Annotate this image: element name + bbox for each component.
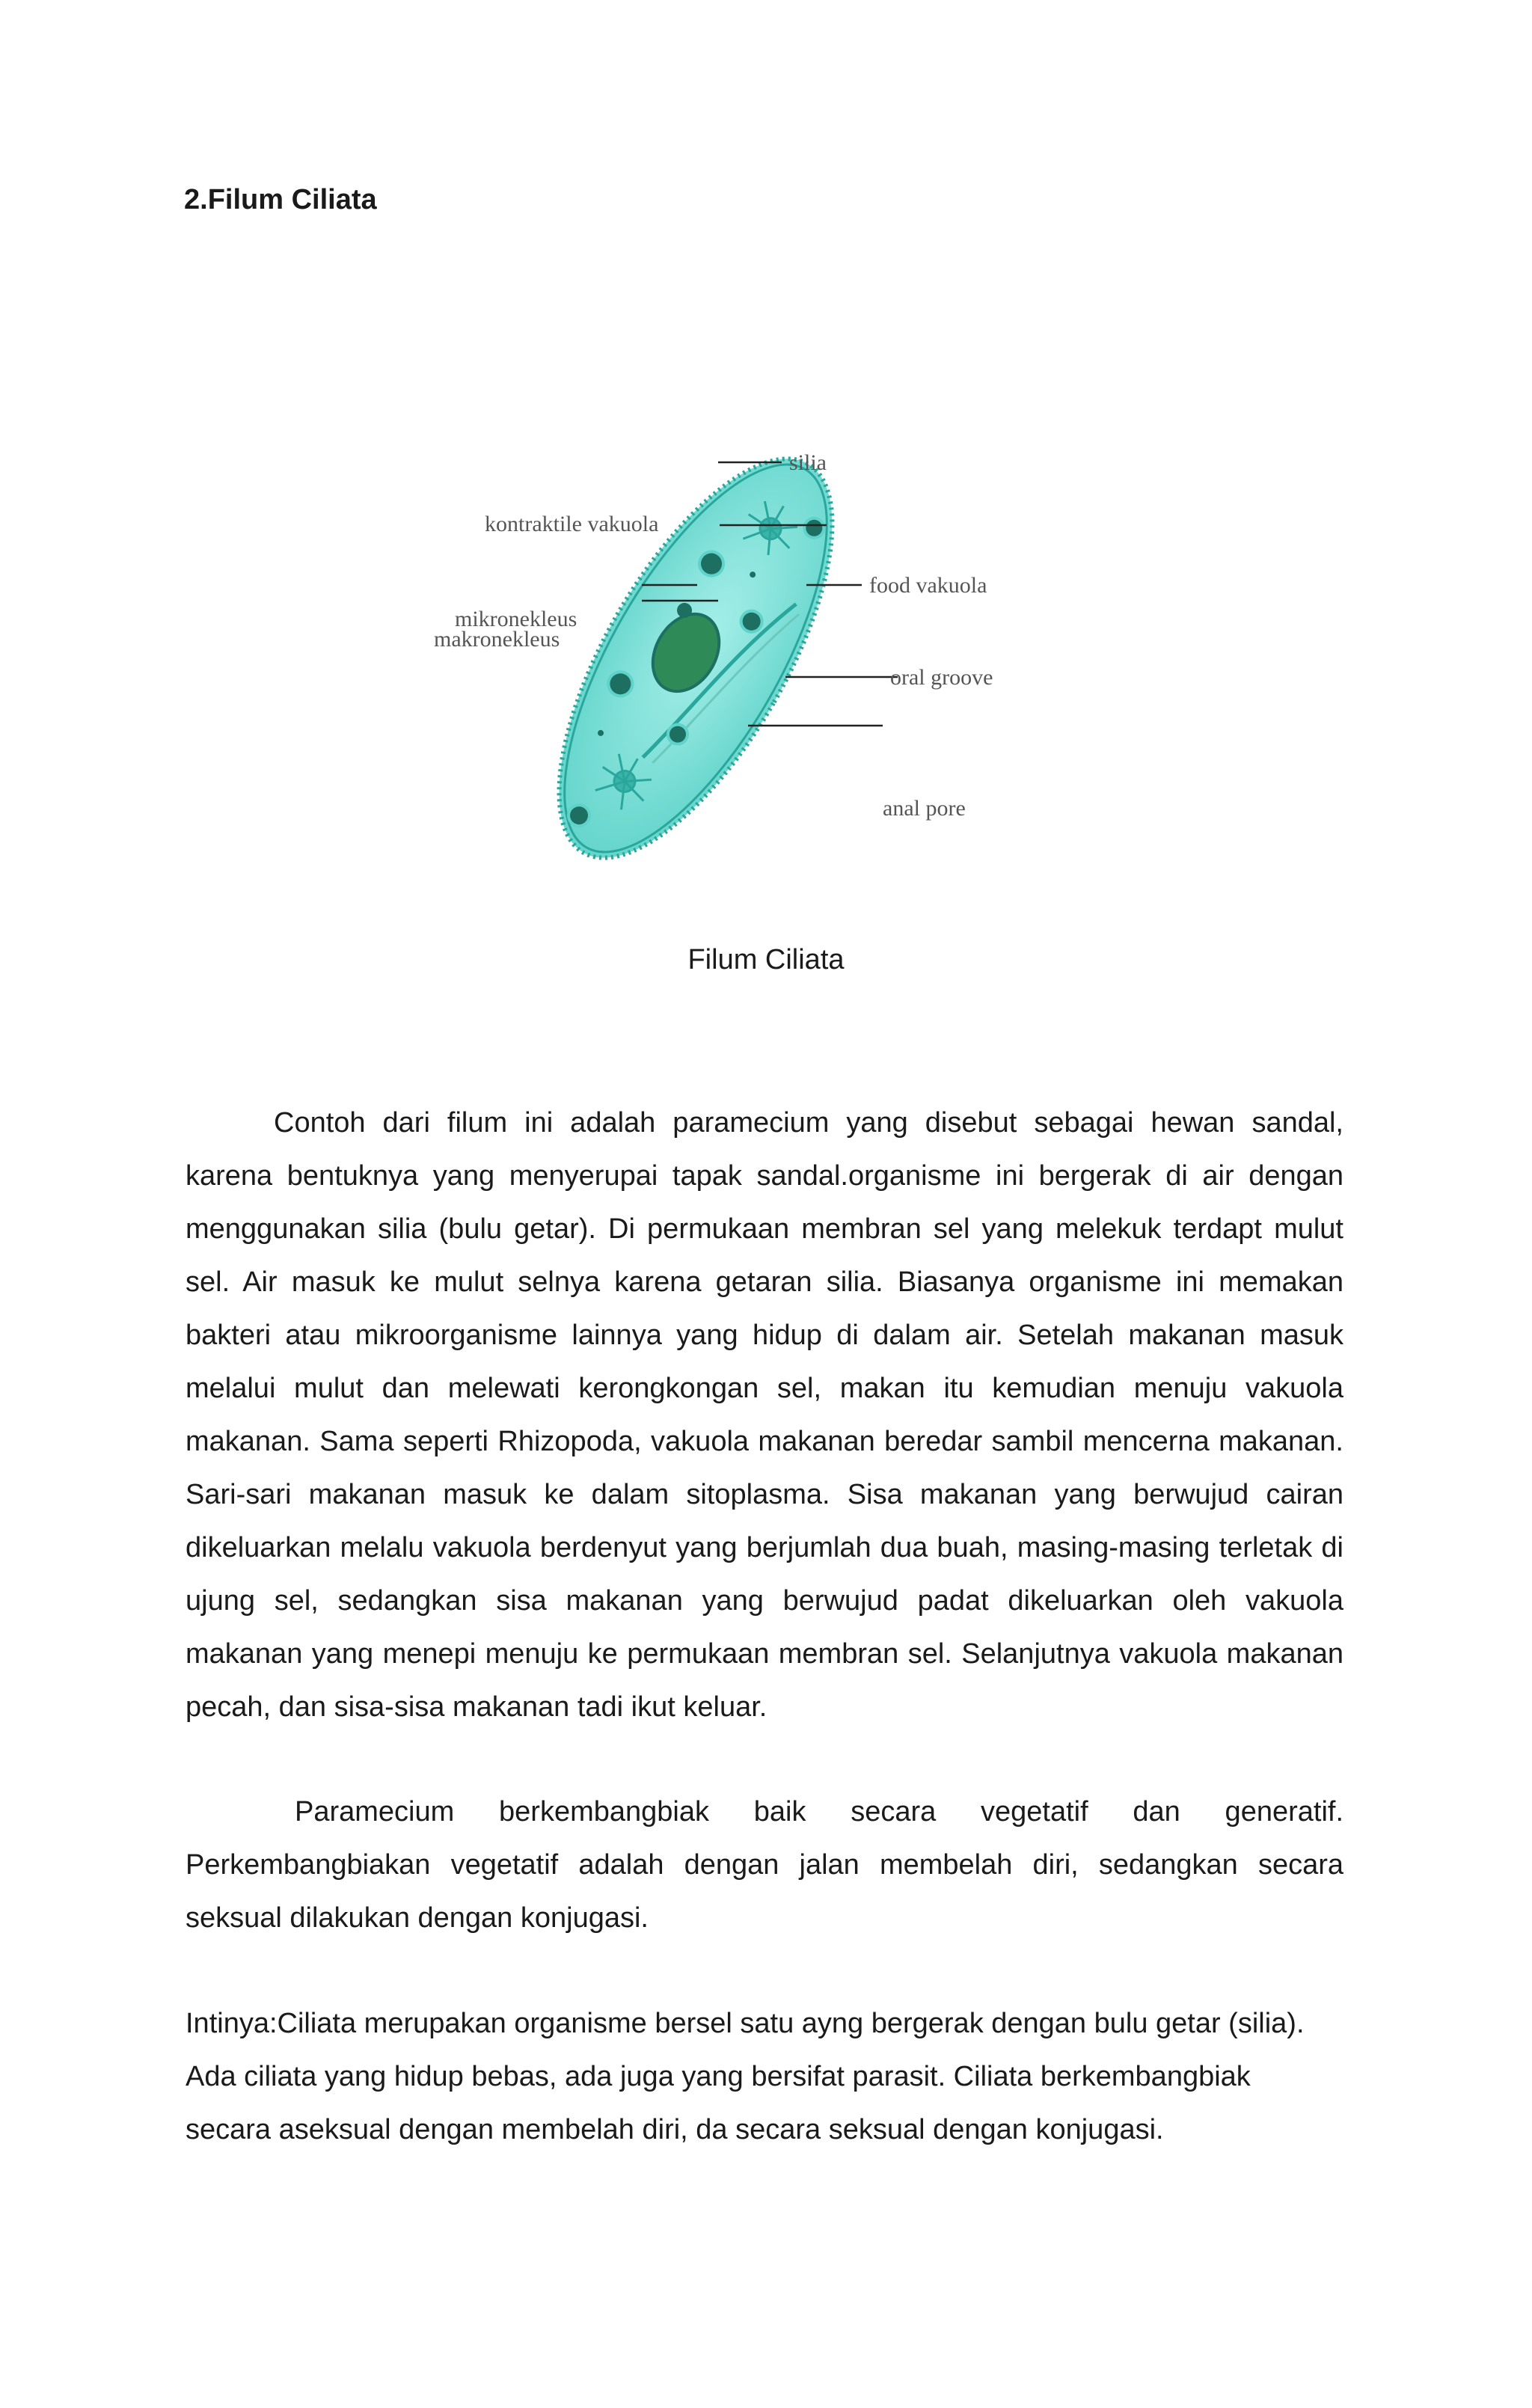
paramecium-cell xyxy=(506,419,886,898)
label-kontraktile-vakuola: kontraktile vakuola xyxy=(485,512,659,536)
section-heading: 2.Filum Ciliata xyxy=(184,184,377,215)
paragraph-description: Contoh dari filum ini adalah paramecium yang disebut sebagai hewan sandal, karena bentuknya yang menyerupai tapak sandal.organisme ini bergerak di air dengan menggunakan silia (bulu getar). Di permukaan membran sel yang melekuk terdapt mulut sel. Air masuk ke mulut selnya karena getaran silia. Biasanya organisme ini memakan bakteri atau mikroorganisme lainnya yang hidup di dalam air. Setelah makanan masuk melalui mulut dan melewati kerongkongan sel, makan itu kemudian menuju vakuola makanan. Sama seperti Rhizopoda, vakuola makanan beredar sambil mencerna makanan. Sari-sari makanan masuk ke dalam sitoplasma. Sisa makanan yang berwujud cairan dikeluarkan melalu vakuola berdenyut yang berjumlah dua buah, masing-masing terletak di ujung sel, sedangkan sisa makanan yang berwujud padat dikeluarkan oleh vakuola makanan yang menepi menuju ke permukaan membran sel. Selanjutnya vakuola makanan pecah, dan sisa-sisa makanan tadi ikut keluar. xyxy=(186,1107,1343,1723)
paramecium-diagram xyxy=(404,419,1152,898)
label-silia: silia xyxy=(789,450,827,475)
label-makronekleus: makronekleus xyxy=(434,627,560,652)
label-mikronekleus: mikronekleus xyxy=(455,607,577,631)
paragraph-reproduction: Paramecium berkembangbiak baik secara vegetatif dan generatif. Perkembangbiakan vegetatif adalah dengan jalan membelah diri, sedangkan secara seksual dilakukan dengan konjugasi. xyxy=(186,1796,1343,1934)
label-oral-groove: oral groove xyxy=(890,665,993,690)
figure-caption: Filum Ciliata xyxy=(687,944,845,975)
label-anal-pore: anal pore xyxy=(883,796,966,821)
label-food-vakuola: food vakuola xyxy=(869,573,987,598)
paragraph-summary: Intinya:Ciliata merupakan organisme bersel satu ayng bergerak dengan bulu getar (silia). Ada ciliata yang hidup bebas, ada juga yang bersifat parasit. Ciliata berkembangbiak secara aseksual dengan membelah diri, da secara seksual dengan konjugasi. xyxy=(186,2008,1305,2145)
